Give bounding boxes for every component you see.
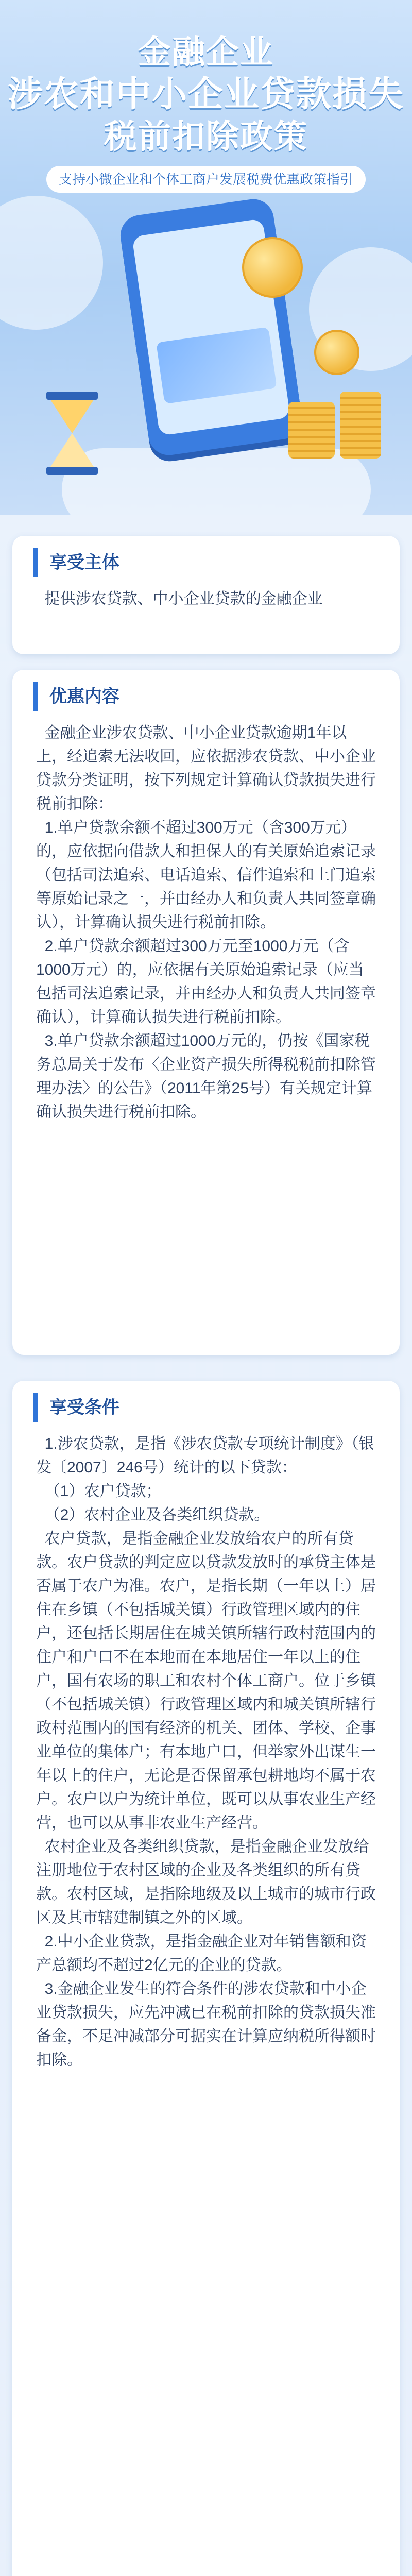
coin-icon [314, 330, 359, 375]
hero-title-line1: 金融企业 [138, 33, 274, 71]
section-body: 1.涉农贷款，是指《涉农贷款专项统计制度》（银发〔2007〕246号）统计的以下贷款： （1）农户贷款； （2）农村企业及各类组织贷款。 农户贷款，是指金融企业发放给农户的所有贷款。农户贷款的判定应以贷款发放时的承贷主体是否属于农户为准。农户，是指长期（一年以上）居住在乡镇（不包括城关镇）行政管理区域内的住户，还包括长期居住在城关镇所辖行政村范围内的住户和户口不在本地而在本地居住一年以上的住户，国有农场的职工和农村个体工商户。位于乡镇（不包括城关镇）行政管理区域内和城关镇所辖行政村范围内的国有经济的机关、团体、学校、企事业单位的集体户；有本地户口，但举家外出谋生一年以上的住户，无论是否保留承包耕地均不属于农户。农户以户为统计单位，既可以从事农业生产经营，也可以从事非农业生产经营。 农村企业及各类组织贷款，是指金融企业发放给注册地位于农村区域的企业及各类组织的所有贷款。农村区域，是指除地级及以上城市的城市行政区及其市辖建制镇之外的区域。 2.中小企业贷款，是指金融企业对年销售额和资产总额均不超过2亿元的企业的贷款。 3.金融企业发生的符合条件的涉农贷款和中小企业贷款损失，应先冲减已在税前扣除的贷款损失准备金，不足冲减部分可据实在计算应纳税所得额时扣除。 [36, 1435, 376, 2069]
section-panel-eligible-entity [12, 536, 400, 654]
phone-illustration [118, 196, 304, 457]
section-body: 金融企业涉农贷款、中小企业贷款逾期1年以上，经追索无法收回，应依据涉农贷款、中小企业贷款分类证明，按下列规定计算确认贷款损失进行税前扣除： 1.单户贷款余额不超过300万元（含300万元）的，应依据向借款人和担保人的有关原始追索记录（包括司法追索、电话追索、信件追索和上门追索等原始记录之一，并由经办人和负责人共同签章确认），计算确认损失进行税前扣除。 2.单户贷款余额超过300万元至1000万元（含1000万元）的，应依据有关原始追索记录（应当包括司法追索记录，并由经办人和负责人共同签章确认），计算确认损失进行税前扣除。 3.单户贷款余额超过1000万元的，仍按《国家税务总局关于发布〈企业资产损失所得税税前扣除管理办法〉的公告》（2011年第25号）有关规定计算确认损失进行税前扣除。 [36, 724, 376, 1121]
section-panel-conditions [12, 1381, 400, 2576]
section-heading: 享受主体 [33, 548, 119, 577]
coin-stack-icon [288, 402, 335, 459]
hero-title-line3: 税前扣除政策 [104, 118, 308, 155]
coin-stack-icon [340, 392, 381, 459]
decor-bubble [0, 196, 103, 330]
hero-banner [0, 0, 412, 515]
section-panel-benefit-content [12, 670, 400, 1355]
hero-title-line2: 涉农和中小企业贷款损失 [7, 75, 404, 114]
section-body: 提供涉农贷款、中小企业贷款的金融企业 [36, 590, 323, 607]
section-heading: 享受条件 [33, 1393, 119, 1422]
hourglass-icon [46, 392, 98, 479]
hero-subtitle: 支持小微企业和个体工商户发展税费优惠政策指引 [46, 166, 366, 193]
section-heading: 优惠内容 [33, 682, 119, 711]
coin-icon [242, 237, 303, 298]
